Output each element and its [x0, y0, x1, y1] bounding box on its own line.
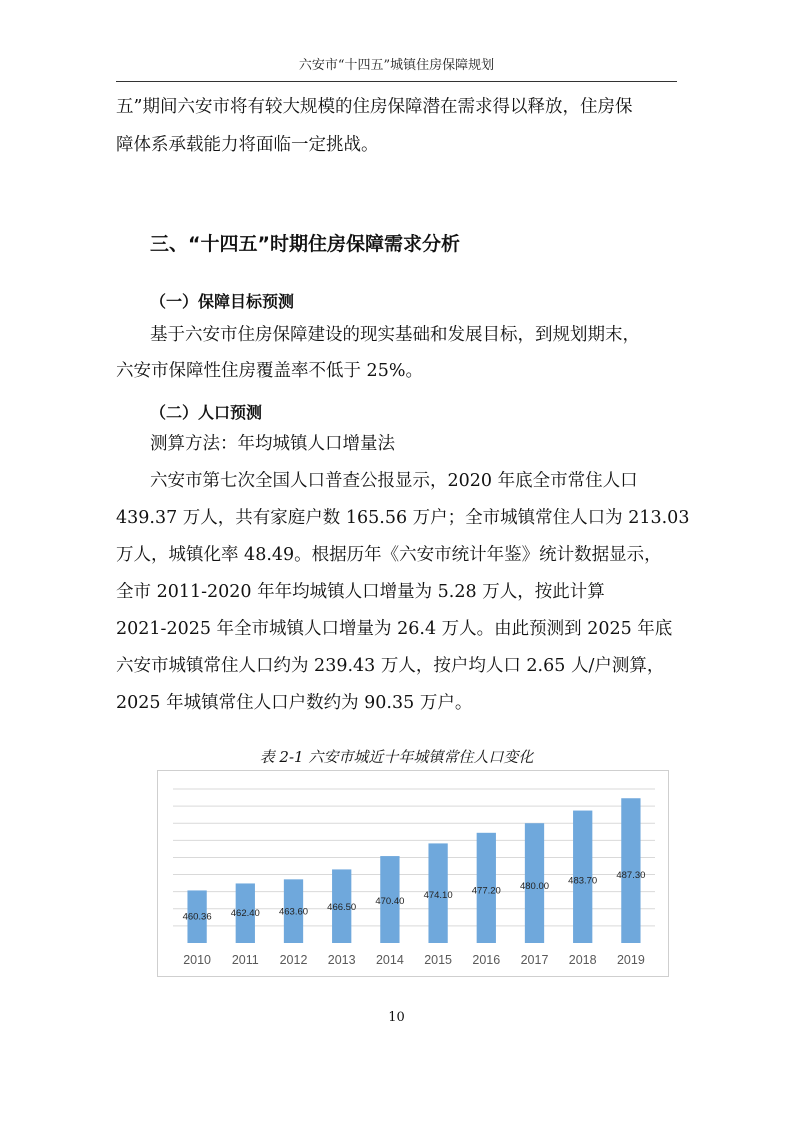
paragraph-line: 基于六安市住房保障建设的现实基础和发展目标，到规划期末， — [150, 325, 640, 345]
paragraph-line: 2021-2025 年全市城镇人口增量为 26.4 万人。由此预测到 2025 年底 — [116, 619, 673, 639]
paragraph-line: 五”期间六安市将有较大规模的住房保障潜在需求得以释放，住房保 — [116, 97, 633, 117]
paragraph-line: 障体系承载能力将面临一定挑战。 — [116, 135, 379, 155]
population-bar-chart — [158, 771, 668, 976]
data-label: 483.70 — [568, 875, 598, 887]
section-heading: 三、“十四五”时期住房保障需求分析 — [150, 233, 460, 255]
chart-caption: 表 2-1 六安市城近十年城镇常住人口变化 — [259, 748, 534, 766]
page-number: 10 — [388, 1010, 405, 1025]
subsection-heading: （二）人口预测 — [150, 403, 263, 422]
data-label: 477.20 — [471, 885, 501, 897]
data-label: 463.60 — [278, 906, 309, 918]
data-label: 460.36 — [182, 911, 212, 923]
x-tick-label: 2012 — [279, 953, 308, 967]
x-tick-label: 2017 — [520, 953, 549, 967]
paragraph-line: 439.37 万人，共有家庭户数 165.56 万户；全市城镇常住人口为 213.03 — [116, 508, 690, 528]
header-rule — [116, 81, 677, 82]
data-label: 462.40 — [230, 908, 260, 920]
paragraph-line: 全市 2011-2020 年年均城镇人口增量为 5.28 万人，按此计算 — [116, 582, 605, 602]
running-header: 六安市“十四五”城镇住房保障规划 — [298, 58, 495, 73]
paragraph-line: 六安市第七次全国人口普查公报显示，2020 年底全市常住人口 — [150, 471, 638, 491]
paragraph-line: 测算方法：年均城镇人口增量法 — [150, 434, 395, 454]
paragraph-line: 万人，城镇化率 48.49。根据历年《六安市统计年鉴》统计数据显示， — [116, 545, 662, 565]
paragraph-line: 六安市城镇常住人口约为 239.43 万人，按户均人口 2.65 人/户测算， — [116, 656, 665, 676]
data-label: 480.00 — [519, 881, 550, 893]
x-tick-label: 2010 — [183, 953, 212, 967]
chart-frame — [157, 770, 669, 977]
x-tick-label: 2018 — [568, 953, 597, 967]
data-label: 466.50 — [327, 901, 357, 913]
data-label: 487.30 — [616, 869, 646, 881]
subsection-heading: （一）保障目标预测 — [150, 292, 295, 311]
x-tick-label: 2013 — [327, 953, 356, 967]
x-tick-label: 2011 — [231, 953, 259, 967]
paragraph-line: 六安市保障性住房覆盖率不低于 25%。 — [116, 361, 423, 381]
x-tick-label: 2015 — [424, 953, 453, 967]
x-tick-label: 2014 — [375, 953, 404, 967]
x-tick-label: 2016 — [472, 953, 501, 967]
data-label: 470.40 — [375, 895, 405, 907]
data-label: 474.10 — [423, 890, 453, 902]
paragraph-line: 2025 年城镇常住人口户数约为 90.35 万户。 — [116, 693, 473, 713]
x-tick-label: 2019 — [616, 953, 645, 967]
